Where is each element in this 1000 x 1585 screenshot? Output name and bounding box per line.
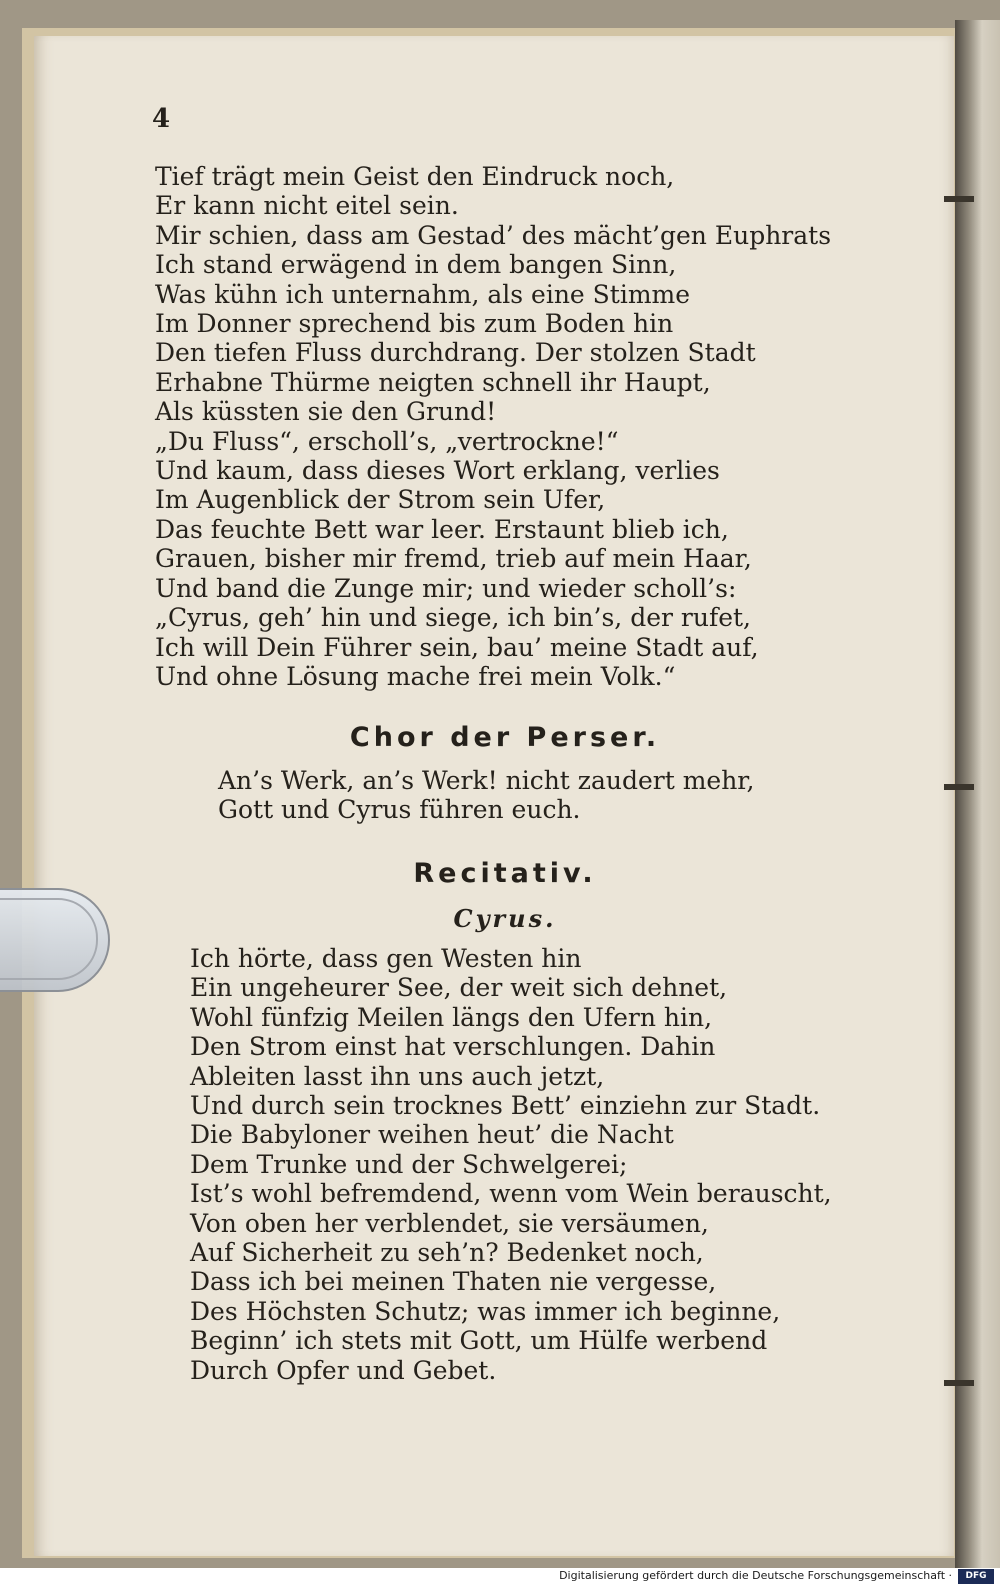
verse-line: Dass ich bei meinen Thaten nie vergesse, <box>190 1267 717 1297</box>
verse-line: Im Augenblick der Strom sein Ufer, <box>155 485 606 515</box>
verse-line: Dem Trunke und der Schwelgerei; <box>190 1149 628 1179</box>
section-heading-chorus: Chor der Perser. <box>349 722 661 753</box>
verse-line: Ich will Dein Führer sein, bau’ meine Stadt auf, <box>155 632 759 662</box>
speaker-name: Cyrus. <box>453 904 557 933</box>
verse-line: Des Höchsten Schutz; was immer ich beginne, <box>190 1296 781 1326</box>
verse-line: Und ohne Lösung mache frei mein Volk.“ <box>155 661 676 691</box>
footer-bar <box>0 1568 1000 1585</box>
verse-line: Ich hörte, dass gen Westen hin <box>190 944 582 973</box>
page-number: 4 <box>152 104 171 134</box>
verse-line: Und kaum, dass dieses Wort erklang, verlies <box>155 456 720 486</box>
binding-thread <box>944 196 974 202</box>
verse-line: Tief trägt mein Geist den Eindruck noch, <box>155 162 675 191</box>
verse-line: Das feuchte Bett war leer. Erstaunt blieb ich, <box>155 514 729 544</box>
verse-line: Als küssten sie den Grund! <box>155 397 497 427</box>
verse-line: „Cyrus, geh’ hin und siege, ich bin’s, der rufet, <box>155 603 751 633</box>
binding-thread <box>944 1380 974 1386</box>
verse-line: Mir schien, dass am Gestad’ des mächt’gen Euphrats <box>155 220 832 250</box>
verse-line: Gott und Cyrus führen euch. <box>218 795 581 825</box>
verse-line: Durch Opfer und Gebet. <box>190 1355 497 1385</box>
verse-line: Die Babyloner weihen heut’ die Nacht <box>190 1120 674 1150</box>
verse-line: Grauen, bisher mir fremd, trieb auf mein Haar, <box>155 544 752 574</box>
book-gutter <box>955 20 1000 1568</box>
verse-line: Wohl fünfzig Meilen längs den Ufern hin, <box>190 1002 713 1032</box>
verse-line: Was kühn ich unternahm, als eine Stimme <box>155 279 691 309</box>
funding-credit: Digitalisierung gefördert durch die Deutsche Forschungsgemeinschaft · <box>559 1569 952 1582</box>
verse-line: An’s Werk, an’s Werk! nicht zaudert mehr, <box>218 766 755 795</box>
binding-thread <box>944 784 974 790</box>
dfg-logo: DFG <box>958 1569 994 1584</box>
verse-line: Auf Sicherheit zu seh’n? Bedenket noch, <box>190 1238 704 1268</box>
verse-line: Beginn’ ich stets mit Gott, um Hülfe werbend <box>190 1326 768 1356</box>
chorus-block <box>218 766 754 825</box>
verse-block-2 <box>190 944 832 1385</box>
verse-line: Ein ungeheurer See, der weit sich dehnet, <box>190 973 728 1003</box>
verse-line: Er kann nicht eitel sein. <box>155 191 459 221</box>
verse-line: Im Donner sprechend bis zum Boden hin <box>155 309 674 339</box>
verse-line: Ist’s wohl befremdend, wenn vom Wein berauscht, <box>190 1179 832 1209</box>
verse-line: Und durch sein trocknes Bett’ einziehn zur Stadt. <box>190 1091 821 1121</box>
section-heading-recitativ: Recitativ. <box>413 858 597 889</box>
verse-line: Den Strom einst hat verschlungen. Dahin <box>190 1032 716 1062</box>
verse-line: Erhabne Thürme neigten schnell ihr Haupt, <box>155 367 711 397</box>
verse-line: Ableiten lasst ihn uns auch jetzt, <box>190 1061 605 1091</box>
verse-line: Ich stand erwägend in dem bangen Sinn, <box>155 250 677 280</box>
verse-line: Den tiefen Fluss durchdrang. Der stolzen Stadt <box>155 338 756 368</box>
verse-line: Von oben her verblendet, sie versäumen, <box>190 1208 709 1238</box>
verse-line: „Du Fluss“, erscholl’s, „vertrockne!“ <box>155 426 619 456</box>
verse-block-1 <box>155 162 831 691</box>
verse-line: Und band die Zunge mir; und wieder scholl’s: <box>155 573 737 603</box>
